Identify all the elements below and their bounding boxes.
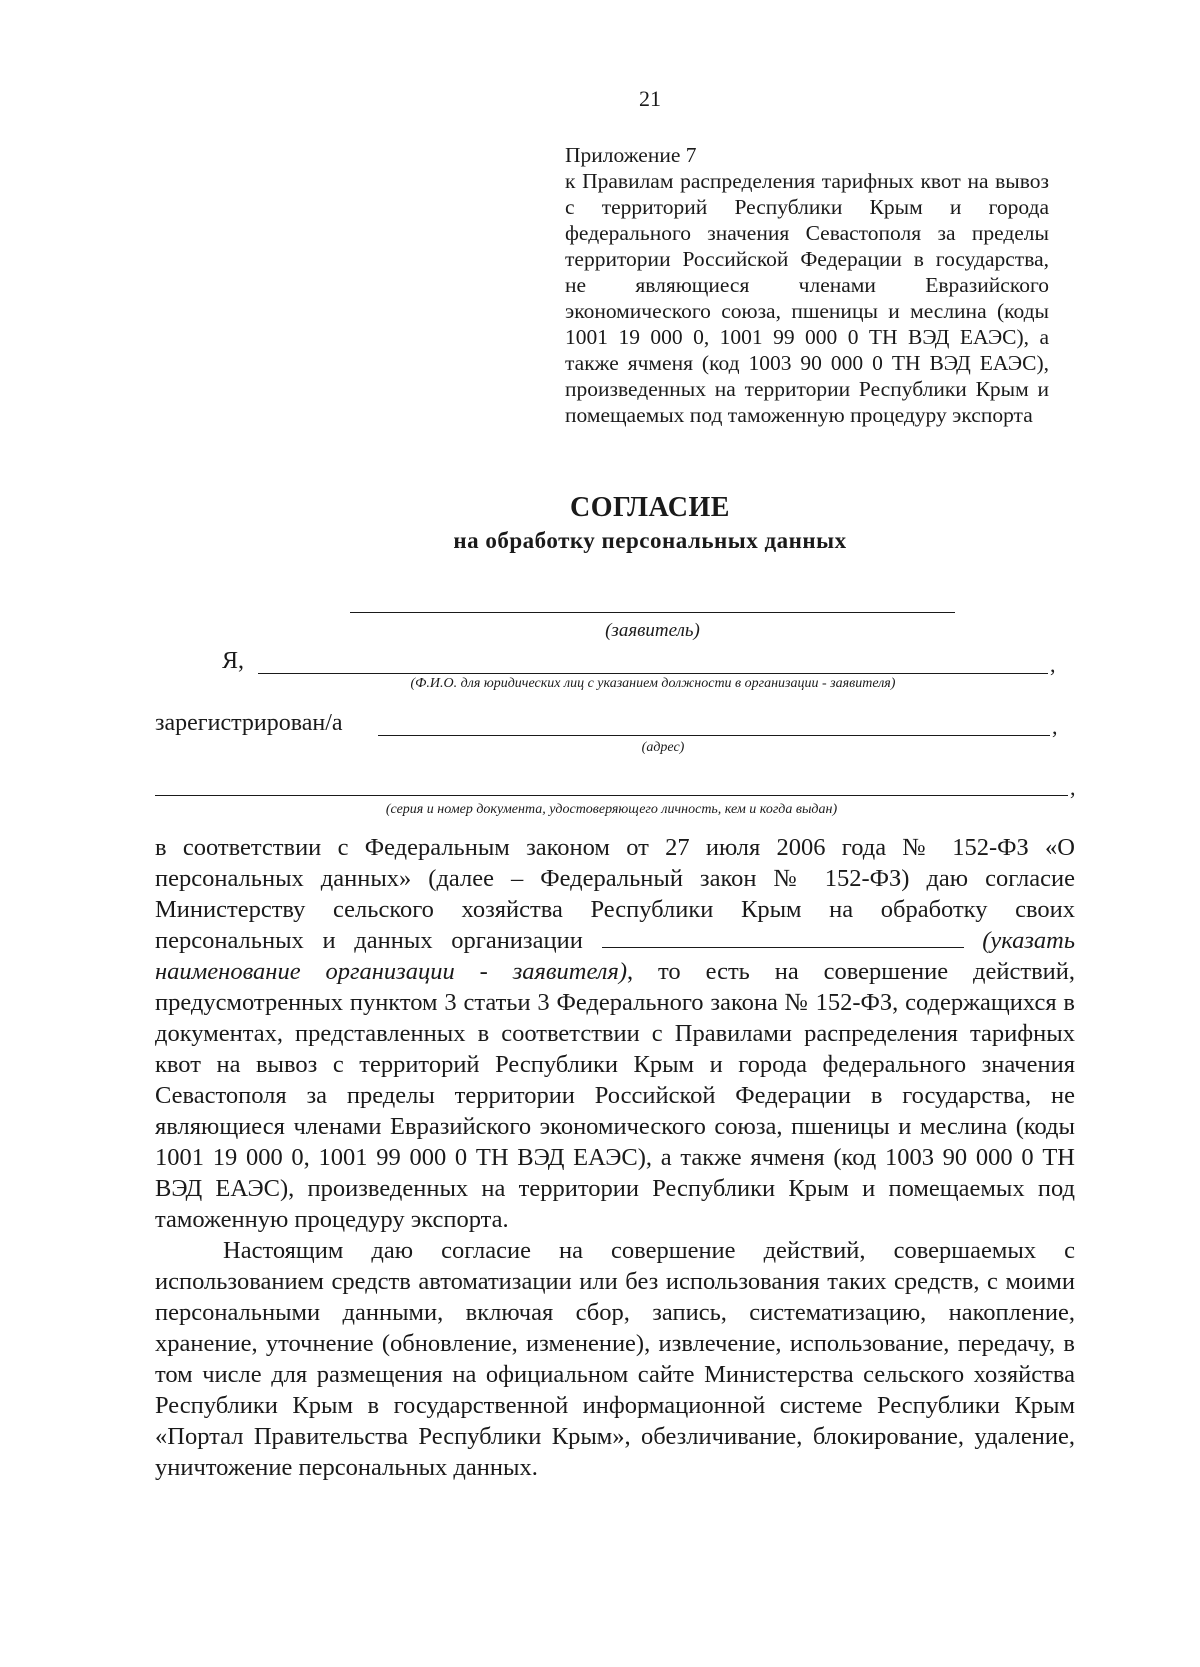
paragraph-1-start: в соответствии с Федеральным законом от 27 июля 2006 года № 152-ФЗ «О персональных данных» (далее – Федеральный закон № 152-ФЗ) даю согласие Министерству сельского хозяйства Республики Крым на обработку своих персональных и данных организации (155, 834, 1075, 954)
consent-paragraph-1 (155, 832, 1075, 1235)
document-subtitle: на обработку персональных данных (453, 528, 847, 553)
fio-comma: , (1050, 652, 1056, 677)
organization-name-hint: (указать наименование организации - заявителя) (155, 927, 1075, 985)
consent-body (155, 832, 1075, 1483)
address-line (378, 735, 1050, 736)
appendix-body: к Правилам распределения тарифных квот на вывоз с территорий Республики Крым и города федерального значения Севастополя за пределы территории Российской Федерации в государства, не являющиеся членами Евразийского экономического союза, пшеницы и меслина (коды 1001 19 000 0, 1001 99 000 0 ТН ВЭД ЕАЭС), а также ячменя (код 1003 90 000 0 ТН ВЭД ЕАЭС), произведенных на территории Республики Крым и помещаемых под таможенную процедуру экспорта (565, 169, 1049, 427)
document-comma: , (1070, 775, 1076, 800)
appendix-title: Приложение 7 (565, 143, 697, 167)
appendix-block (565, 142, 1049, 428)
address-comma: , (1052, 714, 1058, 739)
document-title: СОГЛАСИЕ (570, 492, 730, 523)
document-line (155, 795, 1068, 796)
address-caption: (адрес) (641, 740, 685, 755)
fio-caption: (Ф.И.О. для юридических лиц с указанием должности в организации - заявителя) (410, 676, 896, 691)
page-number: 21 (639, 86, 661, 111)
i-label: Я, (222, 648, 245, 674)
paragraph-1-end: , то есть на совершение действий, предусмотренных пунктом 3 статьи 3 Федерального закона № 152-ФЗ, содержащихся в документах, представленных в соответствии с Правилами распределения тарифных квот на вывоз с территорий Республики Крым и города федерального значения Севастополя за пределы территории Российской Федерации в государства, не являющиеся членами Евразийского экономического союза, пшеницы и меслина (коды 1001 19 000 0, 1001 99 000 0 ТН ВЭД ЕАЭС), а также ячменя (код 1003 90 000 0 ТН ВЭД ЕАЭС), произведенных на территории Республики Крым и помещаемых под таможенную процедуру экспорта. (155, 958, 1075, 1233)
document-caption: (серия и номер документа, удостоверяющего личность, кем и когда выдан) (385, 802, 838, 817)
fio-line (258, 673, 1048, 674)
registered-label: зарегистрирован/а (155, 710, 343, 736)
consent-paragraph-2: Настоящим даю согласие на совершение действий, совершаемых с использованием средств автоматизации или без использования таких средств, с моими персональными данными, включая сбор, запись, систематизацию, накопление, хранение, уточнение (обновление, изменение), извлечение, использование, передачу, в том числе для размещения на официальном сайте Министерства сельского хозяйства Республики Крым в государственной информационной системе Республики Крым «Портал Правительства Республики Крым», обезличивание, блокирование, удаление, уничтожение персональных данных. (155, 1237, 1075, 1481)
applicant-caption: (заявитель) (605, 620, 700, 641)
applicant-line (350, 612, 955, 613)
organization-name-blank (602, 927, 964, 948)
